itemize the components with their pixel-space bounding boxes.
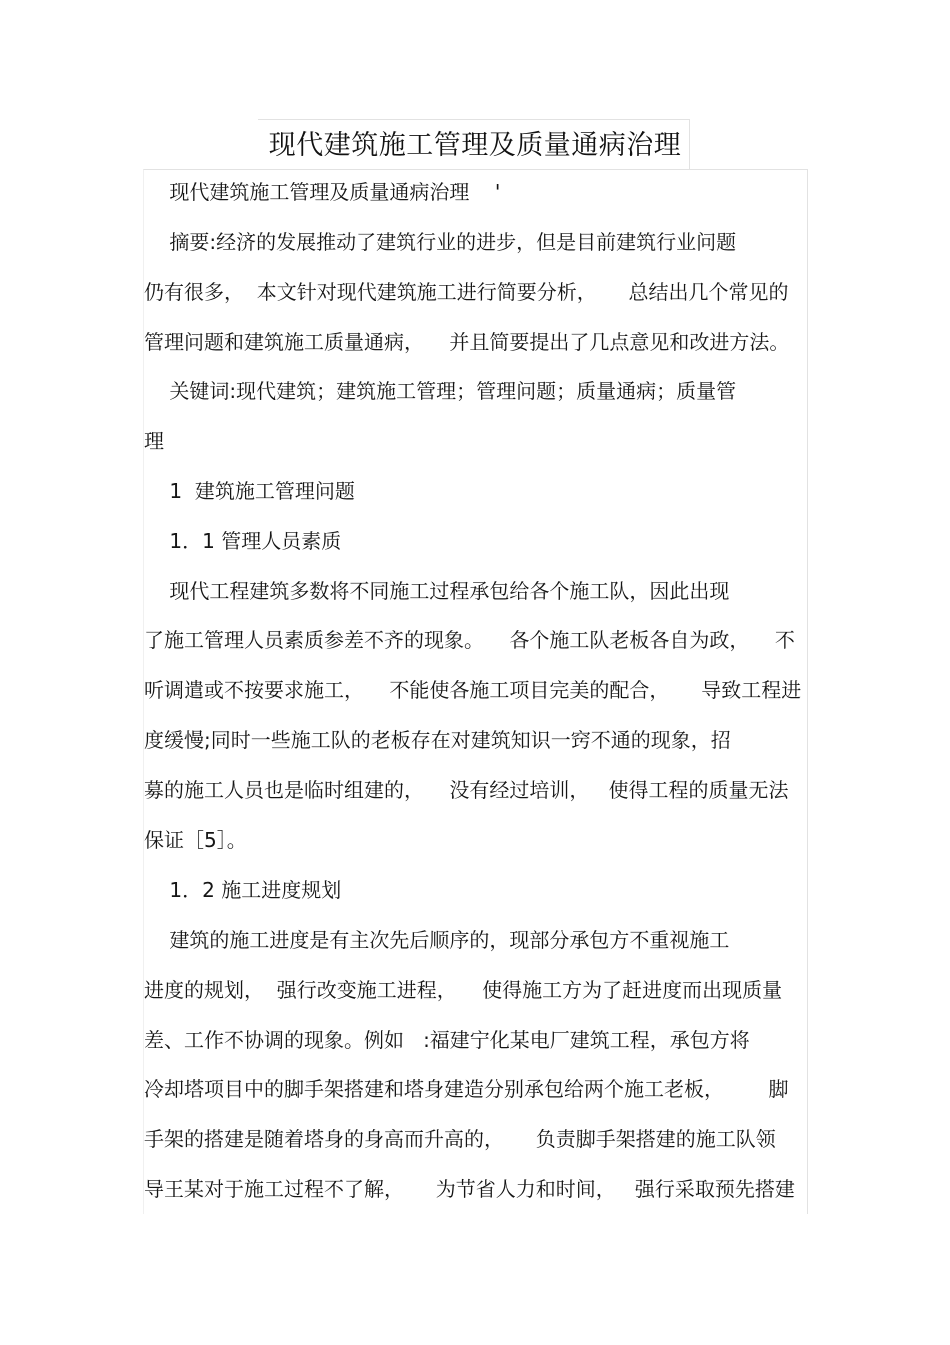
body-line-11: 听调遣或不按要求施工， 不能使各施工项目完美的配合， 导致工程进 xyxy=(144,678,802,702)
document-title: 现代建筑施工管理及质量通病治理 xyxy=(268,130,682,161)
body-line-14: 保证［5］。 xyxy=(144,828,247,852)
body-line-19: 冷却塔项目中的脚手架搭建和塔身建造分别承包给两个施工老板， 脚 xyxy=(144,1077,789,1101)
body-line-5: 关键词:现代建筑；建筑施工管理；管理问题；质量通病；质量管 xyxy=(144,379,737,403)
body-line-12: 度缓慢;同时一些施工队的老板存在对建筑知识一窍不通的现象，招 xyxy=(144,728,731,752)
body-line-7: 1 建筑施工管理问题 xyxy=(144,479,355,503)
body-line-9: 现代工程建筑多数将不同施工过程承包给各个施工队，因此出现 xyxy=(144,579,730,603)
body-line-21: 导王某对于施工过程不了解， 为节省人力和时间， 强行采取预先搭建 xyxy=(144,1177,795,1201)
body-line-18: 差、工作不协调的现象。例如 :福建宁化某电厂建筑工程，承包方将 xyxy=(144,1028,750,1052)
body-line-15: 1．2 施工进度规划 xyxy=(144,878,342,902)
body-line-13: 募的施工人员也是临时组建的， 没有经过培训， 使得工程的质量无法 xyxy=(144,778,789,802)
body-line-1: 现代建筑施工管理及质量通病治理 ' xyxy=(144,180,501,204)
body-line-8: 1．1 管理人员素质 xyxy=(144,529,342,553)
body-line-10: 了施工管理人员素质参差不齐的现象。 各个施工队老板各自为政， 不 xyxy=(144,628,795,652)
body-line-3: 仍有很多， 本文针对现代建筑施工进行简要分析， 总结出几个常见的 xyxy=(144,280,789,304)
body-line-4: 管理问题和建筑施工质量通病， 并且简要提出了几点意见和改进方法。 xyxy=(144,330,790,354)
body-line-20: 手架的搭建是随着塔身的身高而升高的， 负责脚手架搭建的施工队领 xyxy=(144,1127,776,1151)
body-line-16: 建筑的施工进度是有主次先后顺序的，现部分承包方不重视施工 xyxy=(144,928,730,952)
body-line-6: 理 xyxy=(144,429,164,453)
body-line-17: 进度的规划， 强行改变施工进程， 使得施工方为了赶进度而出现质量 xyxy=(144,978,783,1002)
body-line-2: 摘要:经济的发展推动了建筑行业的进步，但是目前建筑行业问题 xyxy=(144,230,737,254)
